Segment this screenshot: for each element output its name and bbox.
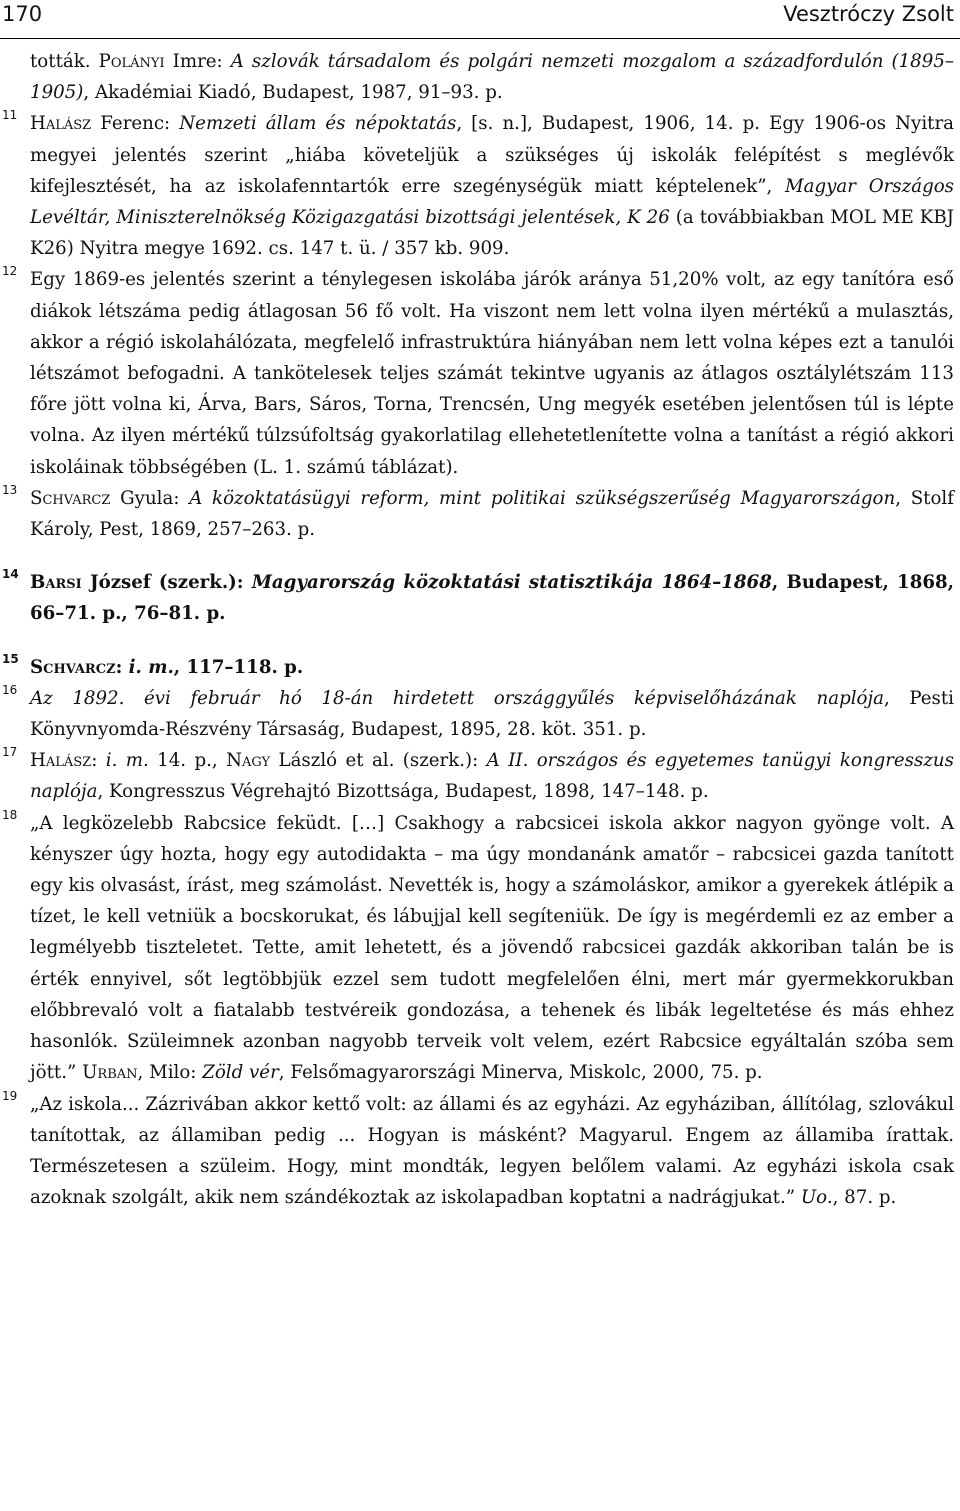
footnote-text: : [91, 750, 106, 772]
footnotes [2, 46, 955, 1213]
footnote-number: 11 [2, 108, 18, 123]
footnote-text: , Stolf Károly, Pest, 1869, 257–263. p. [30, 487, 954, 541]
italic-title: Zöld vér [202, 1062, 279, 1084]
footnote-text: 14. p., [148, 750, 227, 772]
footnote-continuation [30, 46, 954, 108]
footnote-text: Gyula: [110, 487, 190, 509]
footnote-text: , Budapest, 1868, 66–71. p., 76–81. p. [30, 572, 955, 625]
author-surname: Schvarcz [30, 487, 111, 509]
footnote-17 [2, 745, 954, 807]
running-head [0, 0, 960, 39]
footnote-text: , Milo: [137, 1062, 203, 1084]
footnote-text: tották. [30, 51, 99, 72]
footnote-number: 17 [2, 745, 18, 760]
footnote-number: 16 [2, 682, 18, 697]
footnote-text: , 117–118. p. [173, 656, 304, 678]
footnote-text: , Felsőmagyarországi Minerva, Miskolc, 2000, 75. p. [278, 1062, 763, 1084]
footnote-text: „A legközelebb Rabcsice feküdt. […] Csakhogy a rabcsicei iskola akkor nagyon gyönge volt. A kényszer úgy hozta, hogy egy autodidakta – ma úgy mondanánk amatőr – rabcsicei gazda tanított egy kis olvasást, írást, meg számolást. Nevették is, hogy a számoláskor, amikor a gyerekek átlépik a tízet, le kell vetniük a bocskorukat, és lábujjal kell segíteniük. De így is megérdemli ez az ember a legmélyebb tiszteletet. Tette, amit lehetett, és a jövendő rabcsicei gazdák akkoriban talán be is érték ennyivel, sőt legtöbbjük ezzel sem tudott megfelelően élni, mert már gyermekkorukban előbbrevaló volt a fiatalabb testvéreik gondozása, a tehenek és libák legeltetése és más ehhez hasonlók. Szüleimnek azonban nagyobb terveik volt velem, ezért Rabcsice egyáltalán szóba sem jött.” [30, 812, 954, 1084]
author-surname: Halász [30, 750, 92, 772]
footnote-14 [2, 567, 955, 629]
author-surname: Urban [82, 1062, 138, 1084]
running-head-author: Vesztróczy Zsolt [783, 2, 954, 26]
author-surname: Polányi [98, 51, 165, 72]
italic-title: A II. országos és egyetemes tanügyi kongresszus naplója [30, 750, 954, 803]
footnote-number: 13 [2, 482, 18, 497]
footnote-text: , Pesti Könyvnyomda-Részvény Társaság, Budapest, 1895, 28. köt. 351. p. [30, 687, 954, 741]
footnote-16 [2, 682, 954, 745]
footnote-text: , 87. p. [832, 1187, 897, 1209]
footnote-13 [2, 482, 954, 545]
footnote-text: Imre: [164, 51, 231, 72]
footnote-text: , Akadémiai Kiadó, Budapest, 1987, 91–93. p. [83, 82, 503, 104]
page-number: 170 [2, 2, 43, 26]
footnote-number: 15 [2, 651, 19, 666]
footnote-text: József (szerk.): [81, 572, 252, 594]
italic-title: Uo. [800, 1187, 833, 1209]
italic-title: A szlovák társadalom és polgári nemzeti mozgalom a századfordulón (1895–1905) [30, 51, 954, 104]
author-surname: Nagy [226, 750, 271, 772]
footnote-number: 12 [2, 264, 18, 279]
footnote-text: Ferenc: [91, 113, 180, 135]
italic-title: Nemzeti állam és népoktatás [179, 113, 457, 135]
footnote-text: : [115, 656, 129, 678]
footnote-number: 18 [2, 807, 18, 822]
italic-title: Magyar Országos Levéltár, Miniszterelnökség Közigazgatási bizottsági jelentések, K 26 [30, 175, 954, 229]
footnote-19 [2, 1088, 954, 1214]
footnote-text: (a továbbiakban MOL ME KBJ K26) Nyitra megye 1692. cs. 147 t. ü. / 357 kb. 909. [30, 207, 954, 260]
author-surname: Barsi [30, 572, 82, 594]
footnote-text: László et al. (szerk.): [270, 750, 487, 772]
footnote-12 [2, 264, 954, 482]
footnote-number: 19 [2, 1088, 18, 1103]
italic-title: i. m. [105, 750, 149, 772]
footnote-text: , [s. n.], Budapest, 1906, 14. p. Egy 1906-os Nyitra megyei jelentés szerint „hiába követeljük a szükséges új iskolák felépítést s meglévők kifejlesztését, ha az iskolafenntartók erre szegénységük miatt képtelenek”, [30, 113, 954, 197]
italic-title: Magyarország közoktatási statisztikája 1864–1868 [251, 572, 772, 594]
footnote-text: Egy 1869-es jelentés szerint a ténylegesen iskolába járók aránya 51,20% volt, az egy tanítóra eső diákok létszáma pedig átlagosan 56 fő volt. Ha viszont nem lett volna ilyen mértékű a mulasztás, akkor a régió iskolahálózata, megfelelő infrastruktúra hiányában nem lett volna képes ezt a tanulói létszámot befogadni. A tankötelesek teljes számát tekintve ugyanis az átlagos osztálylétszám 113 főre jött volna ki, Árva, Bars, Sáros, Torna, Trencsén, Ung megyék esetében jelentősen túl is lépte volna. Az ilyen mértékű túlzsúfoltság gyakorlatilag ellehetetlenítette volna a tanítást a régió akkori iskoláinak többségében (L. 1. számú táblázat). [30, 269, 954, 478]
italic-title: i. m. [128, 656, 174, 678]
footnote-text: „Az iskola... Zázrivában akkor kettő volt: az állami és az egyházi. Az egyháziban, állítólag, szlovákul tanítottak, az államiban pedig ... Hogyan is másként? Magyarul. Engem az államiba írattak. Természetesen a szüleim. Hogy, mint mondták, legyen belőlem valami. Az egyházi iskola csak azoknak szolgált, akik nem szándékoztak az iskolapadban koptatni a nadrágjukat.” [30, 1093, 954, 1209]
italic-title: Az 1892. évi február hó 18-án hirdetett országgyűlés képviselőházának naplója [30, 687, 884, 709]
footnote-text: , Kongresszus Végrehajtó Bizottsága, Budapest, 1898, 147–148. p. [97, 781, 709, 803]
italic-title: A közoktatásügyi reform, mint politikai szükségszerűség Magyarországon [189, 487, 896, 509]
author-surname: Schvarcz [30, 656, 116, 678]
footnote-number: 14 [2, 567, 19, 582]
author-surname: Halász [30, 113, 92, 135]
footnote-15 [2, 651, 954, 683]
footnote-11 [2, 108, 954, 264]
footnote-18 [2, 807, 954, 1089]
